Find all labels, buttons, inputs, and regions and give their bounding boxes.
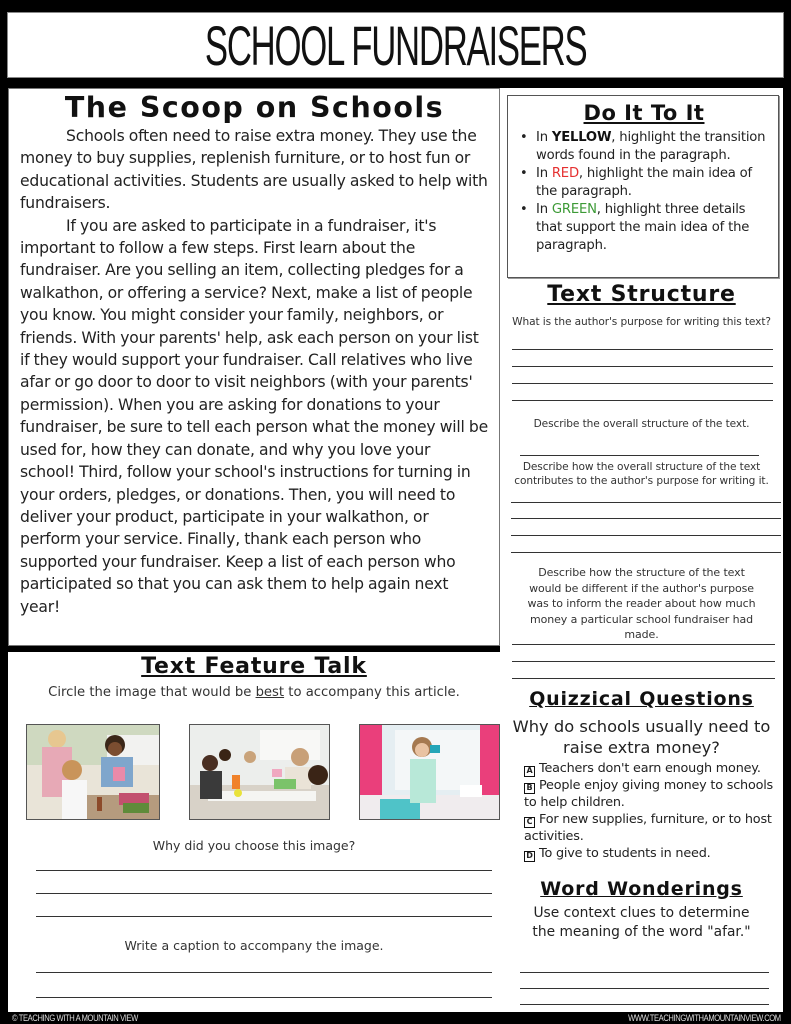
text-feature-title: Text Feature Talk <box>141 654 367 679</box>
red-word: RED <box>551 166 579 181</box>
copyright-footer: © TEACHING WITH A MOUNTAIN VIEW <box>12 1013 138 1024</box>
instruction-text: to accompany this article. <box>284 685 460 700</box>
answer-line[interactable] <box>512 349 773 350</box>
answer-line[interactable] <box>512 383 773 384</box>
answer-line[interactable] <box>36 972 492 973</box>
girl-phone-image-icon <box>360 725 500 820</box>
option-text: For new supplies, furniture, or to host activities. <box>524 812 772 844</box>
answer-line[interactable] <box>520 988 769 989</box>
question-overall-structure: Describe the overall structure of the text. <box>533 418 750 430</box>
quiz-option-c[interactable] <box>524 811 775 845</box>
text-structure-title: Text Structure <box>547 282 736 307</box>
answer-line[interactable] <box>511 552 781 553</box>
do-it-list <box>518 129 770 255</box>
answer-line[interactable] <box>511 518 781 519</box>
do-it-to-it-box <box>507 95 779 278</box>
answer-line[interactable] <box>36 893 492 894</box>
answer-line[interactable] <box>520 455 759 456</box>
item-rest: , highlight the transition words found in the paragraph. <box>536 130 766 163</box>
item-rest: , highlight three details that support the main idea of the paragraph. <box>536 202 750 253</box>
title-banner <box>7 12 784 78</box>
question-structure-contributes: Describe how the overall structure of the text contributes to the author's purpose for writing it. <box>514 461 769 487</box>
kids-at-lunch-table-photo[interactable] <box>189 724 330 820</box>
option-text: Teachers don't earn enough money. <box>539 761 761 776</box>
bake-sale-image-icon <box>27 725 160 820</box>
quiz-question: Why do schools usually need to raise extra money? <box>512 717 771 757</box>
quiz-option-d[interactable] <box>524 845 775 862</box>
item-rest: , highlight the main idea of the paragraph. <box>536 166 752 199</box>
lunch-table-image-icon <box>190 725 330 820</box>
question-caption: Write a caption to accompany the image. <box>124 938 384 953</box>
do-it-item-yellow <box>518 129 770 165</box>
answer-line[interactable] <box>512 644 775 645</box>
bake-sale-photo[interactable] <box>26 724 160 820</box>
right-column <box>500 88 783 1012</box>
quizzical-title: Quizzical Questions <box>529 688 754 710</box>
answer-line[interactable] <box>512 400 773 401</box>
item-prefix: In <box>536 130 552 145</box>
article-paragraph-2: If you are asked to participate in a fundraiser, it's important to follow a few steps. First learn about the fundraiser. Are you selling an item, collecting pledges for a walkathon, or offering a service? Next, make a list of people you know. You might consider your family, neighbors, or friends. With your parents' help, ask each person on your list if they would support your fundraiser. Call relatives who live afar or go door to door to visit neighbors (with your parents' permission). When you are asking for donations to your fundraiser, be sure to tell each person what the money will be used for, how they can donate, and why you love your school! Third, follow your school's instructions for turning in your orders, pledges, or donations. Then, you will need to deliver your product, participate in your walkathon, or perform your service. Finally, thank each person who supported your fundraiser. Keep a list of each person who participated so that you can ask them to help again next year! <box>20 216 488 616</box>
answer-line[interactable] <box>36 870 492 871</box>
yellow-word: YELLOW <box>551 130 612 145</box>
option-c-box-icon[interactable]: C <box>524 817 535 828</box>
website-footer: WWW.TEACHINGWITHAMOUNTAINVIEW.COM <box>628 1013 781 1024</box>
quiz-option-a[interactable] <box>524 760 775 777</box>
answer-line[interactable] <box>520 1004 769 1005</box>
answer-line[interactable] <box>512 678 775 679</box>
option-b-box-icon[interactable]: B <box>524 783 535 794</box>
article-paragraph-1: Schools often need to raise extra money. They use the money to buy supplies, replenish furniture, or to host fun or educational activities. Students are usually asked to help with fundraisers. <box>20 127 488 213</box>
word-wonderings-section <box>500 876 783 1005</box>
do-it-item-red <box>518 165 770 201</box>
option-a-box-icon[interactable]: A <box>524 766 535 777</box>
option-text: To give to students in need. <box>539 846 711 861</box>
do-it-item-green <box>518 201 770 255</box>
option-d-box-icon[interactable]: D <box>524 851 535 862</box>
word-wonderings-prompt: Use context clues to determine the meaning of the word "afar." <box>532 905 751 940</box>
answer-line[interactable] <box>512 366 773 367</box>
instruction-text: Circle the image that would be <box>48 685 256 700</box>
answer-line[interactable] <box>36 916 492 917</box>
girl-on-phone-photo[interactable] <box>359 724 500 820</box>
quizzical-questions-section <box>500 686 783 862</box>
quiz-options <box>500 760 783 862</box>
item-prefix: In <box>536 166 552 181</box>
answer-line[interactable] <box>512 661 775 662</box>
question-structure-different: Describe how the structure of the text would be different if the author's purpose was to inform the reader about how much money a particular school fundraiser had made. <box>527 566 756 641</box>
answer-line[interactable] <box>511 502 781 503</box>
page-title: SCHOOL FUNDRAISERS <box>204 13 587 77</box>
question-why-image: Why did you choose this image? <box>152 838 356 853</box>
text-feature-section <box>8 652 500 1012</box>
article-title: The Scoop on Schools <box>64 91 445 124</box>
item-prefix: In <box>536 202 552 217</box>
text-feature-instruction <box>8 685 500 700</box>
text-structure-section <box>500 280 783 679</box>
do-it-title: Do It To It <box>583 101 705 125</box>
quiz-option-b[interactable] <box>524 777 775 811</box>
answer-line[interactable] <box>520 972 769 973</box>
green-word: GREEN <box>551 202 597 217</box>
answer-line[interactable] <box>36 997 492 998</box>
question-purpose: What is the author's purpose for writing this text? <box>512 316 771 328</box>
option-text: People enjoy giving money to schools to help children. <box>524 778 774 810</box>
instruction-emphasis: best <box>255 685 285 700</box>
word-wonderings-title: Word Wonderings <box>540 878 743 900</box>
article-box <box>8 88 500 646</box>
answer-line[interactable] <box>511 535 781 536</box>
